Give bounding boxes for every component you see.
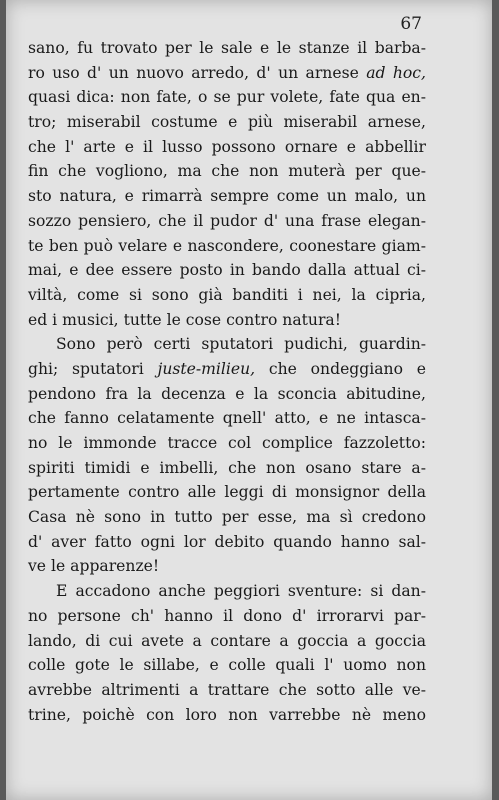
text-line: Casa nè sono in tutto per esse, ma sì credono [28, 508, 426, 527]
text-line: E accadono anche peggiori sventure: si dan- [56, 582, 426, 601]
text-line: ed i musici, tutte le cose contro natura! [28, 310, 341, 329]
text-line: che l' arte e il lusso possono ornare e abbellir [28, 137, 426, 156]
text-line: lando, di cui avete a contare a goccia a goccia [28, 631, 426, 650]
body-text [28, 36, 426, 727]
text-line: che fanno celatamente qnell' atto, e ne intasca- [28, 409, 426, 428]
text-line: avrebbe altrimenti a trattare che sotto alle ve- [28, 680, 426, 699]
text-line: ve le apparenze! [28, 557, 160, 576]
text-line: no persone ch' hanno il dono d' irrorarvi par- [28, 606, 426, 625]
text-line: viltà, come si sono già banditi i nei, la cipria, [28, 285, 426, 304]
text-line: ro uso d' un nuovo arredo, d' un arnese ad hoc, [28, 63, 426, 82]
text-line: tro; miserabil costume e più miserabil arnese, [28, 113, 426, 132]
paragraph-2 [28, 332, 426, 579]
book-page [6, 0, 492, 800]
text-line: ghi; sputatori juste-milieu, che ondeggiano e [28, 359, 426, 378]
text-line: no le immonde tracce col complice fazzoletto: [28, 434, 426, 452]
text-line: spiriti timidi e imbelli, che non osano stare a- [28, 458, 426, 477]
paragraph-3 [28, 579, 426, 727]
paragraph-1 [28, 36, 426, 332]
text-line: pertamente contro alle leggi di monsignor della [28, 483, 426, 502]
text-line: sano, fu trovato per le sale e le stanze il barba- [28, 39, 426, 57]
text-line: colle gote le sillabe, e colle quali l' uomo non [28, 656, 426, 675]
text-line: pendono fra la decenza e la sconcia abitudine, [28, 384, 426, 403]
italic-phrase: ad hoc, [366, 63, 426, 82]
text-line: d' aver fatto ogni lor debito quando hanno sal- [28, 532, 426, 551]
text-line: te ben può velare e nascondere, coonestare giam- [28, 236, 426, 255]
text-line: Sono però certi sputatori pudichi, guardin- [56, 335, 426, 354]
italic-phrase: juste-milieu, [157, 359, 256, 378]
page-number: 67 [400, 14, 422, 34]
text-line: quasi dica: non fate, o se pur volete, fate qua en- [28, 88, 426, 107]
text-line: mai, e dee essere posto in bando dalla attual ci- [28, 261, 426, 280]
text-line: sozzo pensiero, che il pudor d' una frase elegan- [28, 211, 426, 230]
text-line: fin che vogliono, ma che non muterà per que- [28, 162, 426, 181]
text-line: trine, poichè con loro non varrebbe nè meno [28, 705, 426, 724]
text-line: sto natura, e rimarrà sempre come un malo, un [28, 187, 426, 206]
